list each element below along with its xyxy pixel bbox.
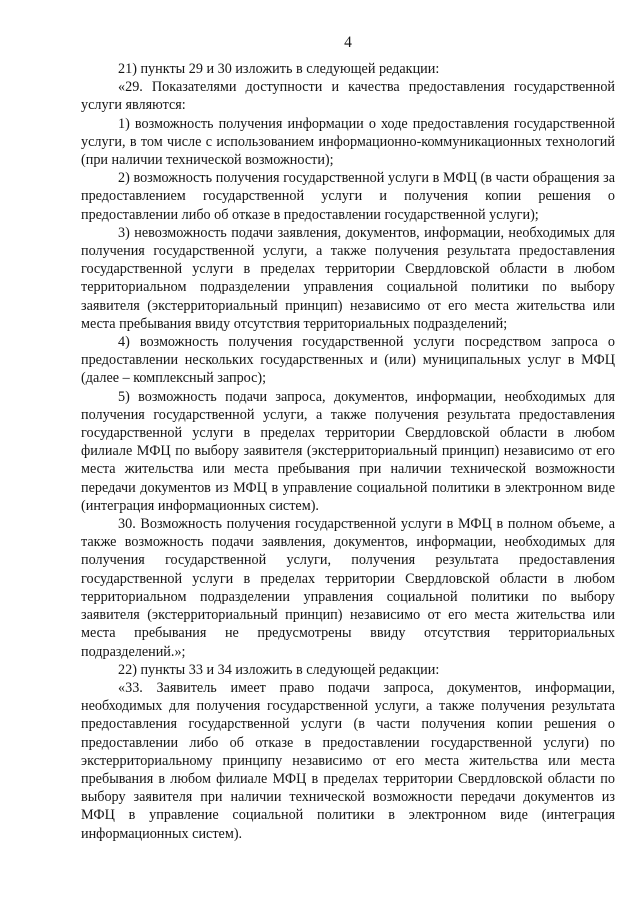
paragraph-clause-29-item-1: 1) возможность получения информации о ходе предоставления государственной услуги, в том числе с использованием информационно-коммуникационных технологий (при наличии технической возможности);: [81, 115, 615, 169]
paragraph-clause-29-item-5: 5) возможность подачи запроса, документов, информации, необходимых для получения государственной услуги, а также получения результата предоставления государственной услуги в пределах территории Свердловской области в любом филиале МФЦ по выбору заявителя (экстерриториальный принцип) независимо от его места жительства или места пребывания при наличии технической возможности передачи документов из МФЦ в управление социальной политики в электронном виде (интеграция информационных систем).: [81, 388, 615, 514]
paragraph-clause-30: 30. Возможность получения государственной услуги в МФЦ в полном объеме, а также возможность подачи заявления, документов, информации, необходимых для получения государственной услуги, получения результата предоставления государственной услуги в пределах территории Свердловской области в любом территориальном подразделении управления социальной политики по выбору заявителя (экстерриториальный принцип) независимо от его места жительства или места пребывания не предусмотрены ввиду отсутствия территориальных подразделений.»;: [81, 516, 615, 660]
paragraph-item-21-intro: 21) пункты 29 и 30 изложить в следующей редакции:: [118, 61, 440, 77]
paragraph-clause-29-item-2: 2) возможность получения государственной услуги в МФЦ (в части обращения за предоставлением государственной услуги и получения копии решения о предоставлении либо об отказе в предоставлении государственной услуги);: [81, 170, 615, 223]
page-number: 4: [344, 34, 352, 51]
paragraph-clause-33: «33. Заявитель имеет право подачи запроса, документов, информации, необходимых для получения государственной услуги, а также получения результата предоставления государственной услуги (в части получения копии решения о предоставлении либо об отказе в предоставлении государственной услуги) по экстерриториальному принципу независимо от его места жительства или места пребывания в любом филиале МФЦ в пределах территории Свердловской области по выбору заявителя при наличии технической возможности передачи документов из МФЦ в управление социальной политики в электронном виде (интеграция информационных систем).: [81, 679, 615, 842]
document-page: [81, 34, 615, 843]
paragraph-item-22-intro: 22) пункты 33 и 34 изложить в следующей редакции:: [118, 661, 440, 678]
paragraph-clause-29-intro: «29. Показателями доступности и качества предоставления государственной услуги являются:: [81, 79, 615, 114]
paragraph-clause-29-item-3: 3) невозможность подачи заявления, документов, информации, необходимых для получения государственной услуги, а также получения результата предоставления государственной услуги в пределах территории Свердловской области в любом территориальном подразделении управления социальной политики по выбору заявителя (экстерриториальный принцип) независимо от его места жительства или места пребывания ввиду отсутствия территориальных подразделений;: [81, 224, 615, 332]
paragraph-clause-29-item-4: 4) возможность получения государственной услуги посредством запроса о предоставлении нескольких государственных и (или) муниципальных услуг в МФЦ (далее – комплексный запрос);: [81, 334, 615, 387]
